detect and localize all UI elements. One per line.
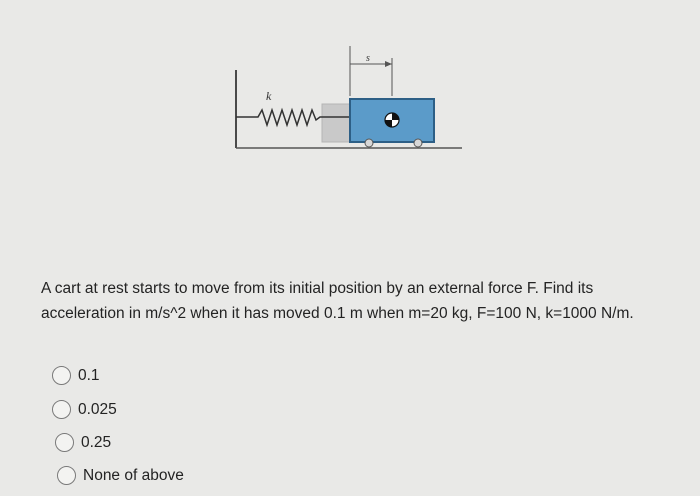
option-none-of-above[interactable] — [57, 466, 184, 485]
option-label: 0.025 — [78, 400, 117, 418]
option-label: None of above — [83, 466, 184, 484]
radio-button[interactable] — [55, 433, 74, 452]
radio-button[interactable] — [57, 466, 76, 485]
option-0-1[interactable] — [52, 366, 100, 385]
displacement-marker — [350, 46, 392, 96]
question-text: A cart at rest starts to move from its initial position by an external force F. Find its acceleration in m/s^2 when it has moved 0.1 m when m=20 kg, F=100 N, k=1000 N/m. — [41, 280, 634, 322]
option-0-025[interactable] — [52, 400, 117, 419]
displacement-label: s — [366, 53, 370, 64]
wheel-right — [414, 139, 422, 147]
spring-cart-figure — [0, 0, 700, 200]
option-label: 0.25 — [81, 433, 112, 451]
wheel-left — [365, 139, 373, 147]
option-label: 0.1 — [78, 366, 100, 384]
spring-label: k — [266, 89, 272, 103]
radio-button[interactable] — [52, 400, 71, 419]
radio-button[interactable] — [52, 366, 71, 385]
option-0-25[interactable] — [55, 433, 111, 452]
center-of-mass-icon — [385, 113, 399, 127]
